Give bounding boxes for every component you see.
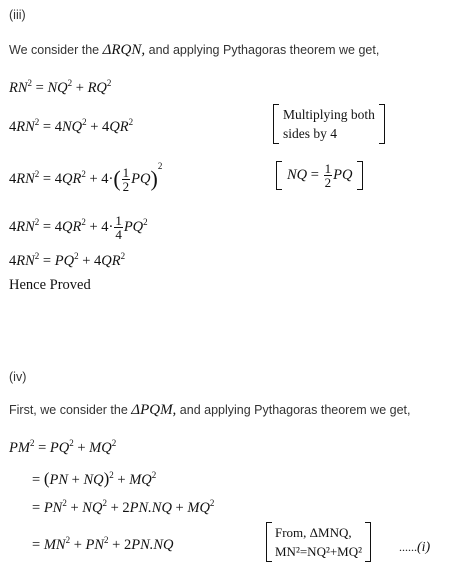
part-iv-intro: First, we consider the ΔPQM, and applying Pythagoras theorem we get, (9, 402, 411, 418)
eq-step-2: $4RN^2 = 4NQ^2 + 4QR^2$ (9, 117, 134, 135)
equation-ref-i: ......(i) (399, 540, 431, 555)
eq-step-3: $4RN^2 = 4QR^2 + 4\cdot$( $\frac{1}{2}$ PQ)$^2$ (9, 161, 163, 195)
eq-step-1: $RN^2 = NQ^2 + RQ^2$ (9, 78, 112, 96)
eq-step-5: $4RN^2 = PQ^2 + 4QR^2$ (9, 251, 126, 269)
note-multiply: Multiplying both sides by 4 (273, 104, 385, 144)
eq-step-4: $4RN^2 = 4QR^2 + 4\cdot$ $\frac{1}{4}$ $PQ^2$ (9, 213, 148, 242)
eq-iv-line-2: = $(PN + NQ)^2 + MQ^2$ (32, 469, 157, 488)
eq-iv-line-4: = $MN^2 + PN^2 + 2PN.NQ$ (32, 535, 174, 553)
part-iv-label: (iv) (9, 370, 27, 384)
eq-iv-line-1: $PM^2 = PQ^2 + MQ^2$ (9, 438, 117, 456)
part-iii-label: (iii) (9, 8, 26, 22)
conclusion: Hence Proved (9, 277, 91, 293)
triangle-rqn: ΔRQN, (102, 42, 146, 58)
triangle-pqm: ΔPQM, (131, 402, 177, 418)
part-iii-intro: We consider the ΔRQN, and applying Pythagoras theorem we get, (9, 42, 380, 58)
note-from-mnq: From, ΔMNQ, MN²=NQ²+MQ² (266, 522, 371, 562)
note-nq-half: NQ = $\frac{1}{2}$ PQ (276, 161, 363, 190)
eq-iv-line-3: = $PN^2 + NQ^2 + 2PN.NQ + MQ^2$ (32, 498, 215, 516)
